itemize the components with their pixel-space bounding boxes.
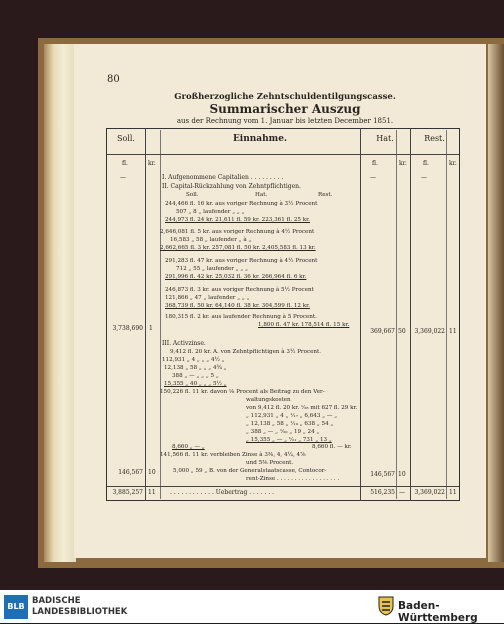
zinse-line: rent-Zinse . . . . . . . . . . . . . . . . . . [246,476,340,482]
zinse-line: 112,931 „ 4 „ „ „ 4½ „ [162,357,225,363]
col-divider [410,128,411,501]
page-edges [44,44,76,562]
row-capitalien: I. Aufgenommene Capitalien . . . . . . . . . [162,174,284,181]
detail-line: 507 „ 8 „ laufender „ „ „ [176,209,245,215]
zinse-line: 150,226 fl. 11 kr. davon ⅛ Procent als Beitrag zu den Ver- [160,389,325,395]
sub-head-soll: Soll. [186,192,199,198]
footer-rest-kr: 11 [449,489,457,496]
col-divider [446,130,447,499]
footer-rule [107,486,459,487]
document-title: Summarischer Auszug [209,102,361,116]
col-soll: Soll. [117,134,135,143]
unit-kr: kr. [148,160,156,167]
row-rueckzahlung: II. Capital-Rückzahlung von Zehntpflichtigen. [162,183,301,190]
col-divider [396,130,397,499]
detail-line: 246,873 fl. 3 kr. aus voriger Rechnung à 5½ Procent [165,287,314,293]
zinse-line: von 9,412 fl. 20 kr. ⅟₂₈ mit 627 fl. 29 kr. [246,405,358,411]
hat-fl: 369,667 [370,328,395,335]
footer-soll-kr: 11 [148,489,156,496]
cell-dash: — [421,174,427,181]
footer-hat-fl: 516,235 [370,489,395,496]
col-divider [145,128,146,501]
detail-line: 244,466 fl. 16 kr. aus voriger Rechnung à 3½ Procent [165,201,318,207]
hat-kr: 50 [398,328,406,335]
hat-kr: 10 [398,471,406,478]
col-rest: Rest. [424,134,445,143]
hat-fl: 146,567 [370,471,395,478]
library-name-line: LANDESBIBLIOTHEK [32,607,128,617]
zinse-line: „ 388 „ — „ ⅟₂₀ „ 19 „ 24 „ [246,429,320,435]
unit-fl: fl. [423,160,429,167]
unit-kr: kr. [449,160,457,167]
zinse-line: „ 112,931 „ 4 „ ⅟₁₇ „ 6,643 „ — „ [246,413,338,419]
header-rule [107,154,459,155]
col-hat: Hat. [376,134,394,143]
cell-dash: — [370,174,376,181]
rest-kr: 11 [449,328,457,335]
col-divider [160,130,161,499]
soll-kr: 1 [149,325,153,332]
zinse-line: 388 „ — „ „ „ 5 „ [172,373,219,379]
blb-logo: BLB [4,595,28,619]
rest-fl: 3,369,022 [414,328,445,335]
unit-fl: fl. [372,160,378,167]
footer-uebertrag: . . . . . . . . . . . . Uebertrag . . . . . . . [170,489,275,496]
zinse-line: 8,660 fl. — kr. [312,444,352,450]
document-subtitle: aus der Rechnung vom 1. Januar bis letzten December 1851. [176,117,394,125]
detail-line: 291,283 fl. 47 kr. aus voriger Rechnung à 4½ Procent [165,258,318,264]
state-name: Baden-Württemberg [398,600,478,624]
col-divider [360,128,361,501]
page-number: 80 [107,74,120,85]
footer-rest-fl: 3,369,022 [414,489,445,496]
detail-line: 1,800 fl. 47 kr. 178,514 fl. 15 kr. [258,322,350,328]
zinse-line: 15,355 „ 40 „ „ „ 5½ „ [164,381,227,387]
zinse-line: 141,566 fl. 11 kr. verbleiben Zinse à 3⅜, 4, 4¼, 4⅞ [160,452,306,458]
unit-fl: fl. [122,160,128,167]
zinse-line: „ 15,355 „ — „ ⅟₂₁ „ 731 „ 13 „ [246,437,332,443]
library-name-line: BADISCHE [32,596,81,606]
zinse-line: 9,412 fl. 20 kr. A. von Zehntpflichtigen à 3½ Procent. [170,349,322,355]
zinse-line: und 5⅜ Procent. [246,460,294,466]
zinse-line: waltungskosten [246,397,291,403]
footer-hat-kr: — [399,489,405,496]
detail-line: 121,866 „ 47 „ laufender „ „ „ [165,295,250,301]
detail-line: 368,739 fl. 50 kr. 64,140 fl. 38 kr. 304,599 fl. 12 kr. [165,303,310,309]
detail-line: 2,646,081 fl. 5 kr. aus voriger Rechnung à 4½ Procent [160,229,315,235]
detail-line: 712 „ 55 „ laufender „ „ „ [176,266,249,272]
book-spine [488,44,504,562]
institution-title: Großherzogliche Zehntschuldentilgungscasse. [174,92,396,102]
zinse-line: 8,660 „ — „ [172,444,205,450]
zinse-line: 12,138 „ 58 „ „ „ 4¾ „ [164,365,227,371]
unit-kr: kr. [399,160,407,167]
soll-kr: 10 [148,469,156,476]
zinse-line: 5,000 „ 59 „ B. von der Generalstaatscasse, Contocor- [173,468,327,474]
coat-of-arms-icon [378,596,394,616]
library-name [32,596,127,618]
detail-line: 244,973 fl. 24 kr. 21,611 fl. 59 kr. 223,361 fl. 25 kr. [165,217,310,223]
sub-head-hat: Hat. [255,192,268,198]
soll-fl: 3,738,690 [112,325,143,332]
soll-fl: 146,567 [118,469,143,476]
detail-line: 291,996 fl. 42 kr. 25,032 fl. 36 kr. 266,964 fl. 6 kr. [165,274,307,280]
row-activzinse: III. Activzinse. [162,340,206,347]
cell-dash: — [120,174,126,181]
detail-line: 2,662,665 fl. 3 kr. 257,081 fl. 50 kr. 2,405,583 fl. 13 kr. [160,245,316,251]
col-einnahme: Einnahme. [232,134,288,144]
sub-head-rest: Rest. [318,192,333,198]
footer-soll-fl: 3,885,257 [112,489,143,496]
zinse-line: „ 12,138 „ 58 „ ⅟₁₉ „ 638 „ 54 „ [246,421,334,427]
detail-line: 16,583 „ 58 „ laufender „ à „ [170,237,252,243]
detail-line: 180,315 fl. 2 kr. aus laufender Rechnung à 5 Procent. [165,314,317,320]
